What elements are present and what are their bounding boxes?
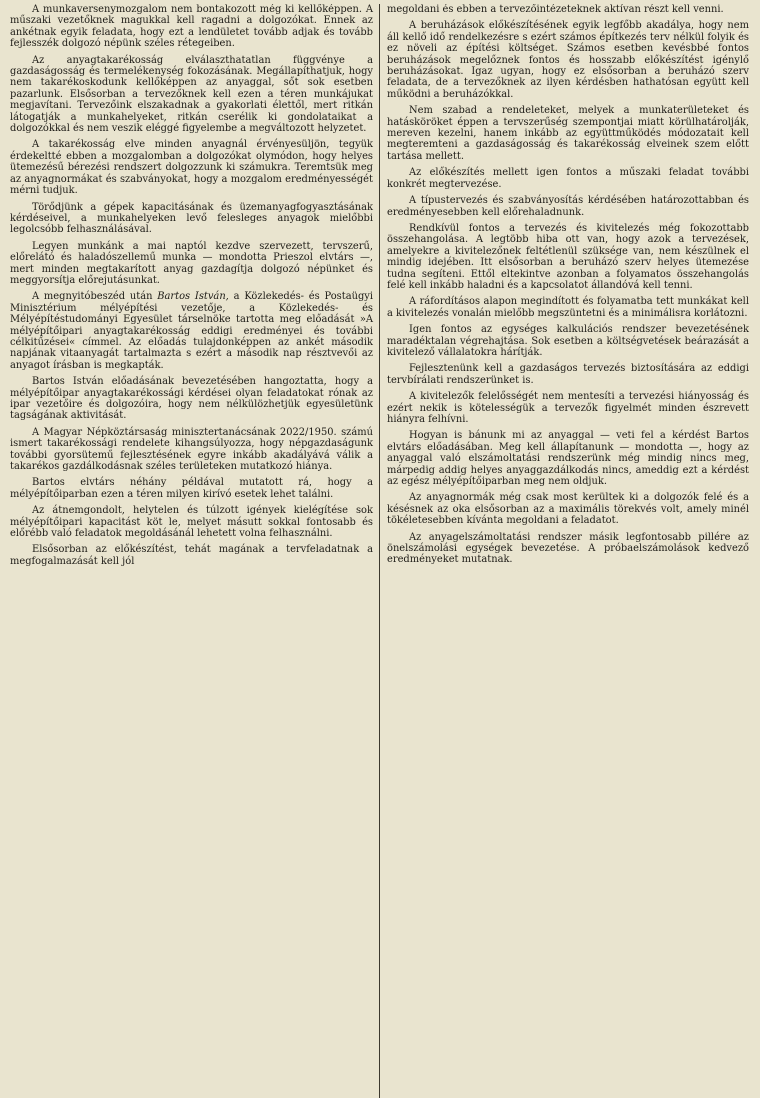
- paragraph: Nem szabad a rendeleteket, melyek a munkaterületeket és hatásköröket éppen a tervszerűség szempontjai miatt körülhatárolják, mereven kezelni, hanem inkább az együttműködés módozatait kell megteremteni a gazdaságosság és takarékosság elveinek szem előtt tartása mellett.: [387, 105, 749, 162]
- right-column: [380, 4, 753, 1098]
- paragraph-text: A megnyitóbeszéd után: [32, 291, 158, 303]
- paragraph: Bartos elvtárs néhány példával mutatott rá, hogy a mélyépítőiparban ezen a téren milyen kirívó esetek lehet találni.: [10, 477, 373, 500]
- speaker-name: Bartos István,: [157, 291, 229, 303]
- paragraph: A kivitelezők felelősségét nem mentesíti a tervezési hiányosság és ezért nekik is kötelességük a tervezők figyelmét minden észrevett hiányra felhívni.: [387, 391, 749, 425]
- paragraph: Fejlesztenünk kell a gazdaságos tervezés biztosítására az eddigi tervbírálati rendszerünket is.: [387, 363, 749, 386]
- paragraph: Az átnemgondolt, helytelen és túlzott igények kielégítése sok mélyépítőipari kapacitást köt le, melyet másutt sokkal fontosabb és előrébb való feladatok megoldásánál lehetett volna felhasználni.: [10, 505, 373, 540]
- paragraph: Igen fontos az egységes kalkulációs rendszer bevezetésének maradéktalan végrehajtása. Sok esetben a költségvetések beárazását a kivitelező vállalatokra hárítják.: [387, 324, 749, 358]
- paragraph: A munkaversenymozgalom nem bontakozott még ki kellőképpen. A műszaki vezetőknek magukkal kell ragadni a dolgozókat. Ennek az ankétnak egyik feladata, hogy ezt a lendületet tovább adjak és tovább fejlesszék dolgozó népünk széles rétegeiben.: [10, 4, 373, 50]
- paragraph: A takarékosság elve minden anyagnál érvényesüljön, tegyük érdekeltté ebben a mozgalomban a dolgozókat olymódon, hogy helyes ütemezésű bérezési rendszert dolgozzunk ki számukra. Teremtsük meg az anyagnormákat és szabványokat, hogy a mozgalom eredményességét mérni tudjuk.: [10, 139, 373, 197]
- paragraph: Hogyan is bánunk mi az anyaggal — veti fel a kérdést Bartos elvtárs előadásában. Meg kell állapítanunk — mondotta —, hogy az anyaggal való elszámoltatási rendszerünk még mindig nincs meg, márpedig addig helyes anyaggazdálkodás nincs, ameddig ezt a kérdést az egész mélyépítőiparban meg nem oldjuk.: [387, 430, 749, 488]
- left-column: [6, 4, 379, 1098]
- paragraph: Elsősorban az előkészítést, tehát magának a tervfeladatnak a megfogalmazását kell jól: [10, 544, 373, 567]
- paragraph-text: a Közlekedés- és Postaügyi Minisztérium mélyépítési vezetője, a Közlekedés- és Mélyépítéstudományi Egyesület társelnöke tartotta meg előadását »A mélyépítőipari anyagtakarékosság eddigi eredményei és további célkitűzései« címmel. Az előadás tulajdonképpen az ankét második napjának vitaanyagát tartalmazta s ezért a második nap résztvevői az anyagot írásban is megkapták.: [10, 291, 374, 371]
- paragraph: Az anyagnormák még csak most kerültek ki a dolgozók felé és a késésnek az oka elsősorban az a maximális törekvés volt, amely minél tökéletesebben kívánta megoldani a feladatot.: [387, 492, 749, 527]
- paragraph: Az anyagtakarékosság elválaszthatatlan függvénye a gazdaságosság és termelékenység fokozásának. Megállapíthatjuk, hogy nem takarékoskodunk kellőképpen az anyaggal, sőt sok esetben pazarlunk. Elsősorban a tervezőknek kell ezen a téren munkájukat megjavítani. Tervezőink elszakadnak a gyakorlati élettől, mert ritkán látogatják a munkahelyeket, ritkán cserélik ki gondolataikat a dolgozókkal és nem veszik eléggé figyelembe a megváltozott helyzetet.: [10, 54, 373, 135]
- paragraph: Bartos István előadásának bevezetésében hangoztatta, hogy a mélyépítőipar anyagtakarékossági kérdései olyan feladatokat rónak az ipar vezetőire és dolgozóira, hogy nem nélkülözhetjük egyesületünk tagságának aktivitását.: [10, 376, 373, 422]
- paragraph: A beruházások előkészítésének egyik legfőbb akadálya, hogy nem áll kellő idő rendelkezésre s ezért számos építkezés terv nélkül folyik és ez növeli az építési költséget. Számos esetben kevésbbé fontos beruházások megelőznek fontos és hosszabb előkészítést igénylő beruházásokat. Igaz ugyan, hogy ez elsősorban a beruházó szerv feladata, de a tervezőknek az ilyen kérdésben hathatósan együtt kell működni a beruházókkal.: [387, 20, 749, 100]
- paragraph: Az előkészítés mellett igen fontos a műszaki feladat további konkrét megtervezése.: [387, 167, 749, 190]
- paragraph: [10, 291, 373, 371]
- paragraph-continuation: megoldani és ebben a tervezőintézeteknek aktívan részt kell venni.: [387, 4, 724, 15]
- paragraph: Rendkívül fontos a tervezés és kivitelezés még fokozottabb összehangolása. A legtöbb hiba ott van, hogy azok a tervezések, amelyekre a kivitelezőnek feltétlenül szüksége van, nem készülnek el mindig idejében. Itt elsősorban a beruházó szerv helyes ütemezése tudna segíteni. Ettől eltekintve azonban a folyamatos összehangolás felé kell inkább haladni és a kapcsolatot állandóvá kell tenni.: [387, 222, 749, 291]
- paragraph: A ráfordításos alapon megindított és folyamatba tett munkákat kell a kivitelezés vonalán mielőbb megszüntetni és a minimálisra korlátozni.: [387, 296, 749, 319]
- paragraph: A típustervezés és szabványosítás kérdésében határozottabban és eredményesebben kell előrehaladnunk.: [387, 195, 749, 218]
- paragraph: A Magyar Népköztársaság minisztertanácsának 2022/1950. számú ismert takarékossági rendelete kihangsúlyozza, hogy népgazdaságunk további gyorsütemű fejlesztésének egyre inkább akadályává válik a takarékos gazdálkodásnak széles területeken mutatkozó hiánya.: [10, 426, 373, 473]
- paragraph: Az anyagelszámoltatási rendszer másik legfontosabb pillére az önelszámolási egységek bevezetése. A próbaelszámolások kedvező eredményeket mutatnak.: [387, 531, 749, 566]
- paragraph: Legyen munkánk a mai naptól kezdve szervezett, tervszerű, előrelátó és haladószellemű munka — mondotta Prieszol elvtárs —, mert minden megtakarított anyag gazdagítja dolgozó népünket és meggyorsítja előrejutásunkat.: [10, 240, 373, 286]
- paragraph: Törődjünk a gépek kapacitásának és üzemanyagfogyasztásának kérdéseivel, a munkahelyeken levő felesleges anyagok mielőbbi legolcsóbb felhasználásával.: [10, 201, 373, 236]
